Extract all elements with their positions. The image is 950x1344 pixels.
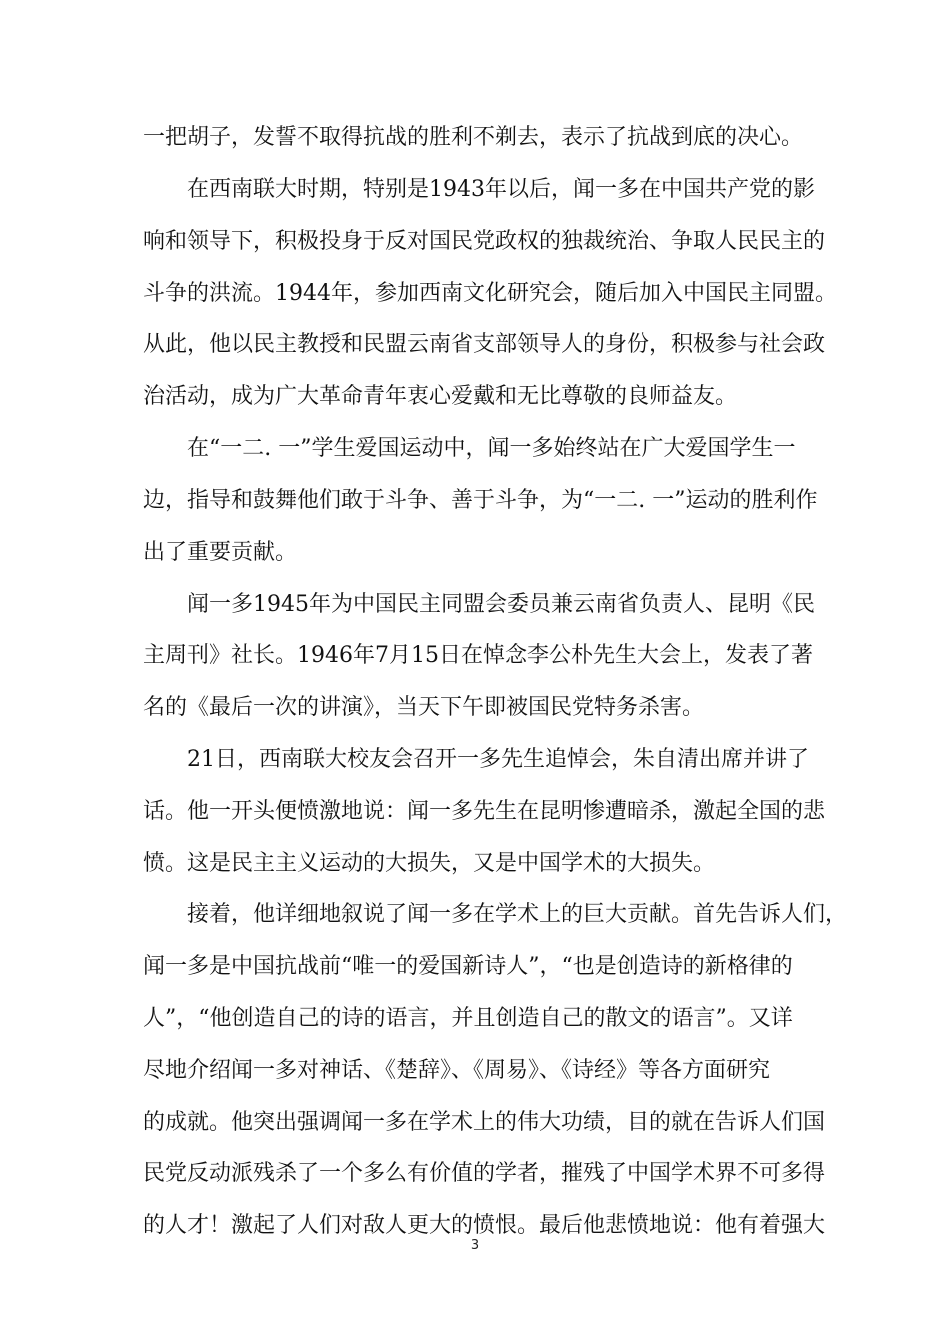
page-number: 3 [470, 1238, 480, 1253]
text-line: 在西南联大时期，特别是1943年以后，闻一多在中国共产党的影 [143, 177, 815, 202]
text-line: 边，指导和鼓舞他们敢于斗争、善于斗争，为“一二. 一”运动的胜利作 [143, 488, 818, 513]
text-line: 人”，“他创造自己的诗的语言，并且创造自己的散文的语言”。又详 [143, 1006, 793, 1031]
text-line: 从此，他以民主教授和民盟云南省支部领导人的身份，积极参与社会政 [143, 332, 826, 357]
text-line: 响和领导下，积极投身于反对国民党政权的独裁统治、争取人民民主的 [143, 229, 826, 254]
text-line: 21日，西南联大校友会召开一多先生追悼会，朱自清出席并讲了 [143, 747, 809, 772]
text-line: 出了重要贡献。 [143, 540, 298, 565]
text-line: 主周刊》社长。1946年7月15日在悼念李公朴先生大会上，发表了著 [143, 643, 813, 668]
text-line: 的人才！激起了人们对敌人更大的愤恨。最后他悲愤地说：他有着强大 [143, 1213, 826, 1238]
text-line: 闻一多1945年为中国民主同盟会委员兼云南省负责人、昆明《民 [143, 592, 815, 617]
text-line: 民党反动派残杀了一个多么有价值的学者，摧残了中国学术界不可多得 [143, 1161, 826, 1186]
text-line: 治活动，成为广大革命青年衷心爱戴和无比尊敬的良师益友。 [143, 384, 738, 409]
text-line: 名的《最后一次的讲演》，当天下午即被国民党特务杀害。 [143, 695, 705, 720]
text-line: 愤。这是民主主义运动的大损失，又是中国学术的大损失。 [143, 851, 716, 876]
text-line: 尽地介绍闻一多对神话、《楚辞》、《周易》、《诗经》等各方面研究 [143, 1058, 771, 1083]
text-line: 闻一多是中国抗战前“唯一的爱国新诗人”，“也是创造诗的新格律的 [143, 954, 793, 979]
text-line: 在“一二. 一”学生爱国运动中，闻一多始终站在广大爱国学生一 [143, 436, 796, 461]
text-line: 斗争的洪流。1944年，参加西南文化研究会，随后加入中国民主同盟。 [143, 281, 837, 306]
text-line: 接着，他详细地叙说了闻一多在学术上的巨大贡献。首先告诉人们， [143, 902, 848, 927]
text-line: 一把胡子，发誓不取得抗战的胜利不剃去，表示了抗战到底的决心。 [143, 125, 804, 150]
text-line: 的成就。他突出强调闻一多在学术上的伟大功绩，目的就在告诉人们国 [143, 1110, 826, 1135]
text-line: 话。他一开头便愤激地说：闻一多先生在昆明惨遭暗杀，激起全国的悲 [143, 799, 826, 824]
